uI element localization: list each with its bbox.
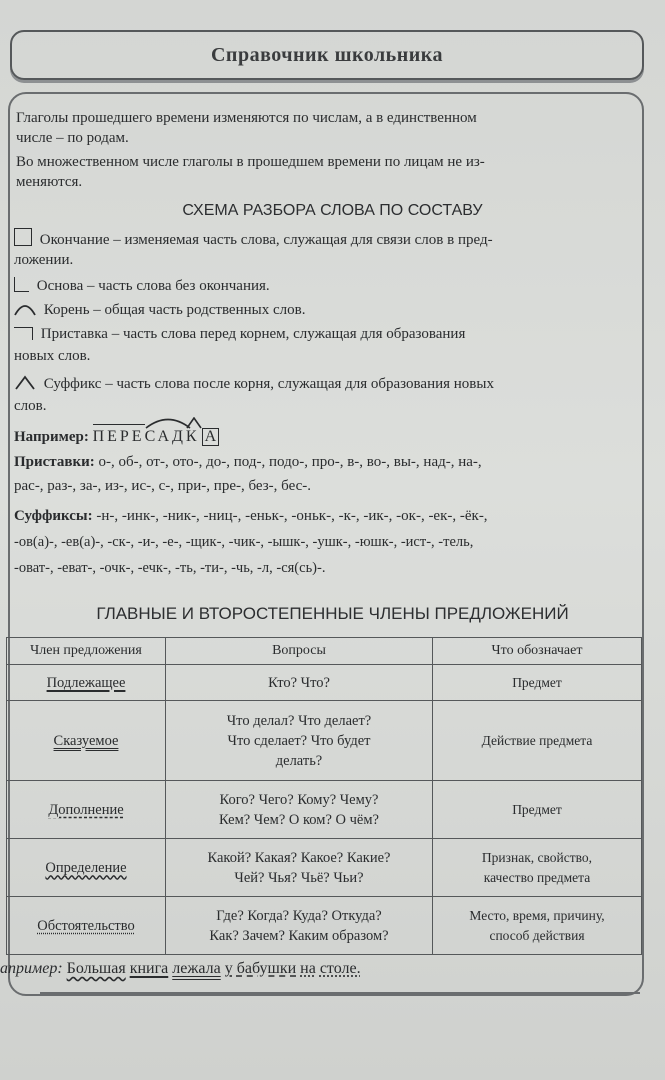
root-arc-icon bbox=[14, 300, 36, 316]
meaning-line: Признак, свойство, bbox=[481, 849, 593, 865]
word-prefix-text: ПЕРЕ bbox=[92, 428, 145, 445]
question-line: делать? bbox=[275, 752, 323, 769]
ending-text: Окончание – изменяемая часть слова, служащая для связи слов в пред- bbox=[39, 232, 493, 248]
member-predicate: Сказуемое bbox=[53, 732, 119, 749]
table-row bbox=[7, 665, 642, 701]
question-line: Как? Зачем? Каким образом? bbox=[209, 927, 389, 944]
sample-sentence bbox=[0, 960, 361, 978]
suffixes-line-1: -н-, -инк-, -ник-, -ниц-, -еньк-, -оньк-, -к-, -ик-, -ок-, -ек-, -ёк-, bbox=[96, 508, 488, 524]
page-title: Справочник школьника bbox=[210, 43, 444, 66]
legend-suffix bbox=[14, 374, 634, 394]
table-row bbox=[7, 781, 642, 839]
question-line: Какой? Какая? Какое? Какие? bbox=[207, 849, 391, 866]
word-suffix-text: К bbox=[185, 428, 200, 445]
ending-square-icon bbox=[14, 228, 32, 246]
example-row bbox=[14, 424, 634, 447]
meaning-cell bbox=[433, 701, 642, 781]
question-line: Где? Когда? Куда? Откуда? bbox=[216, 907, 382, 924]
table-row bbox=[7, 839, 642, 897]
suffixes-label: Суффиксы: bbox=[14, 508, 93, 524]
meaning-line: Предмет bbox=[512, 674, 562, 690]
meaning-line: Место, время, причину, bbox=[469, 907, 605, 923]
prefixes-label: Приставки: bbox=[14, 454, 95, 470]
question-line: Что делал? Что делает? bbox=[226, 712, 372, 729]
word-root-text: САД bbox=[144, 428, 186, 445]
member-cell bbox=[7, 839, 166, 897]
prefix-text: Приставка – часть слова перед корнем, служащая для образования bbox=[40, 326, 466, 342]
member-cell bbox=[7, 665, 166, 701]
members-table bbox=[6, 637, 642, 955]
sample-label: апример: bbox=[0, 960, 63, 977]
frame-bottom-line bbox=[40, 992, 640, 994]
sample-word-attribute: Большая bbox=[66, 960, 126, 977]
questions-cell bbox=[166, 781, 433, 839]
questions-cell bbox=[166, 701, 433, 781]
word-root bbox=[145, 425, 186, 447]
question-line: Кем? Чем? О ком? О чём? bbox=[219, 811, 379, 828]
member-cell bbox=[7, 781, 166, 839]
questions-cell bbox=[166, 839, 433, 897]
question-line: Чей? Чья? Чьё? Чьи? bbox=[234, 869, 364, 886]
header-meaning: Что обозначает bbox=[433, 638, 642, 665]
suffixes-line-3: -оват-, -еват-, -очк-, -ечк-, -ть, -ти-, -чь, -л, -ся(сь)-. bbox=[14, 560, 326, 576]
meaning-cell bbox=[433, 781, 642, 839]
table-row bbox=[7, 897, 642, 955]
sample-word-predicate: лежала bbox=[172, 960, 221, 977]
intro-line-1: Глаголы прошедшего времени изменяются по числам, а в единственном bbox=[16, 110, 477, 126]
member-cell bbox=[7, 701, 166, 781]
sample-word-object: бабушки bbox=[236, 960, 297, 977]
prefixes-row-1 bbox=[14, 452, 634, 472]
intro-line-4: меняются. bbox=[16, 174, 83, 190]
meaning-line: Действие предмета bbox=[481, 732, 593, 748]
root-text: Корень – общая часть родственных слов. bbox=[43, 302, 306, 318]
legend-root bbox=[14, 300, 634, 320]
legend-stem bbox=[14, 276, 634, 296]
questions-cell bbox=[166, 665, 433, 701]
legend-ending bbox=[14, 228, 634, 250]
suffix-text: Суффикс – часть слова после корня, служащая для образования новых bbox=[43, 376, 494, 392]
meaning-line: способ действия bbox=[489, 927, 585, 943]
header-member: Член предложения bbox=[7, 638, 166, 665]
meaning-line: качество предмета bbox=[483, 869, 591, 885]
meaning-line: Предмет bbox=[512, 801, 562, 817]
member-attribute: Определение bbox=[45, 859, 127, 876]
sample-word-adverbial: столе. bbox=[319, 960, 361, 977]
table-row bbox=[7, 701, 642, 781]
legend-prefix bbox=[14, 324, 634, 344]
stem-bracket-icon bbox=[14, 277, 29, 292]
prefixes-line-2: рас-, раз-, за-, из-, ис-, с-, при-, пре-, без-, бес-. bbox=[14, 478, 312, 494]
member-adverbial: Обстоятельство bbox=[37, 917, 135, 934]
stem-text: Основа – часть слова без окончания. bbox=[36, 278, 270, 294]
suffixes-line-2: -ов(а)-, -ев(а)-, -ск-, -и-, -е-, -щик-, -чик-, -ышк-, -ушк-, -юшк-, -ист-, -тель, bbox=[14, 534, 474, 550]
prefix-bracket-icon bbox=[14, 327, 33, 340]
suffix-caret-mark-icon bbox=[186, 417, 202, 429]
suffixes-row-1 bbox=[14, 506, 634, 526]
word-suffix bbox=[186, 425, 200, 447]
word-prefix bbox=[93, 424, 145, 447]
word-ending: А bbox=[202, 428, 220, 446]
header-banner bbox=[10, 30, 644, 80]
members-heading: ГЛАВНЫЕ И ВТОРОСТЕПЕННЫЕ ЧЛЕНЫ ПРЕДЛОЖЕНИЙ bbox=[96, 604, 569, 623]
example-word bbox=[93, 424, 220, 447]
scheme-heading: СХЕМА РАЗБОРА СЛОВА ПО СОСТАВУ bbox=[182, 202, 483, 219]
member-object: Дополнение bbox=[48, 801, 124, 818]
question-line: Что сделает? Что будет bbox=[227, 732, 371, 749]
question-line: Кто? Что? bbox=[268, 674, 330, 691]
prefixes-line-1: о-, об-, от-, ото-, до-, под-, подо-, про-, в-, во-, вы-, над-, на-, bbox=[98, 454, 482, 470]
suffix-caret-icon bbox=[14, 374, 36, 390]
sample-word-subject: книга bbox=[129, 960, 169, 977]
member-subject: Подлежащее bbox=[46, 674, 126, 691]
table-header-row bbox=[7, 638, 642, 665]
meaning-cell bbox=[433, 665, 642, 701]
legend-prefix-cont: новых слов. bbox=[14, 348, 91, 364]
intro-line-2: числе – по родам. bbox=[16, 130, 129, 146]
legend-suffix-cont: слов. bbox=[14, 398, 47, 414]
meaning-cell bbox=[433, 897, 642, 955]
sample-word-preposition-2: на bbox=[300, 960, 316, 977]
question-line: Кого? Чего? Кому? Чему? bbox=[219, 791, 379, 808]
header-questions: Вопросы bbox=[166, 638, 433, 665]
root-arc-mark-icon bbox=[145, 417, 191, 429]
example-label: Например: bbox=[14, 429, 89, 445]
sample-word-preposition: у bbox=[224, 960, 233, 977]
questions-cell bbox=[166, 897, 433, 955]
intro-line-3: Во множественном числе глаголы в прошедшем времени по лицам не из- bbox=[16, 154, 485, 170]
legend-ending-cont: ложении. bbox=[14, 252, 74, 268]
member-cell bbox=[7, 897, 166, 955]
meaning-cell bbox=[433, 839, 642, 897]
